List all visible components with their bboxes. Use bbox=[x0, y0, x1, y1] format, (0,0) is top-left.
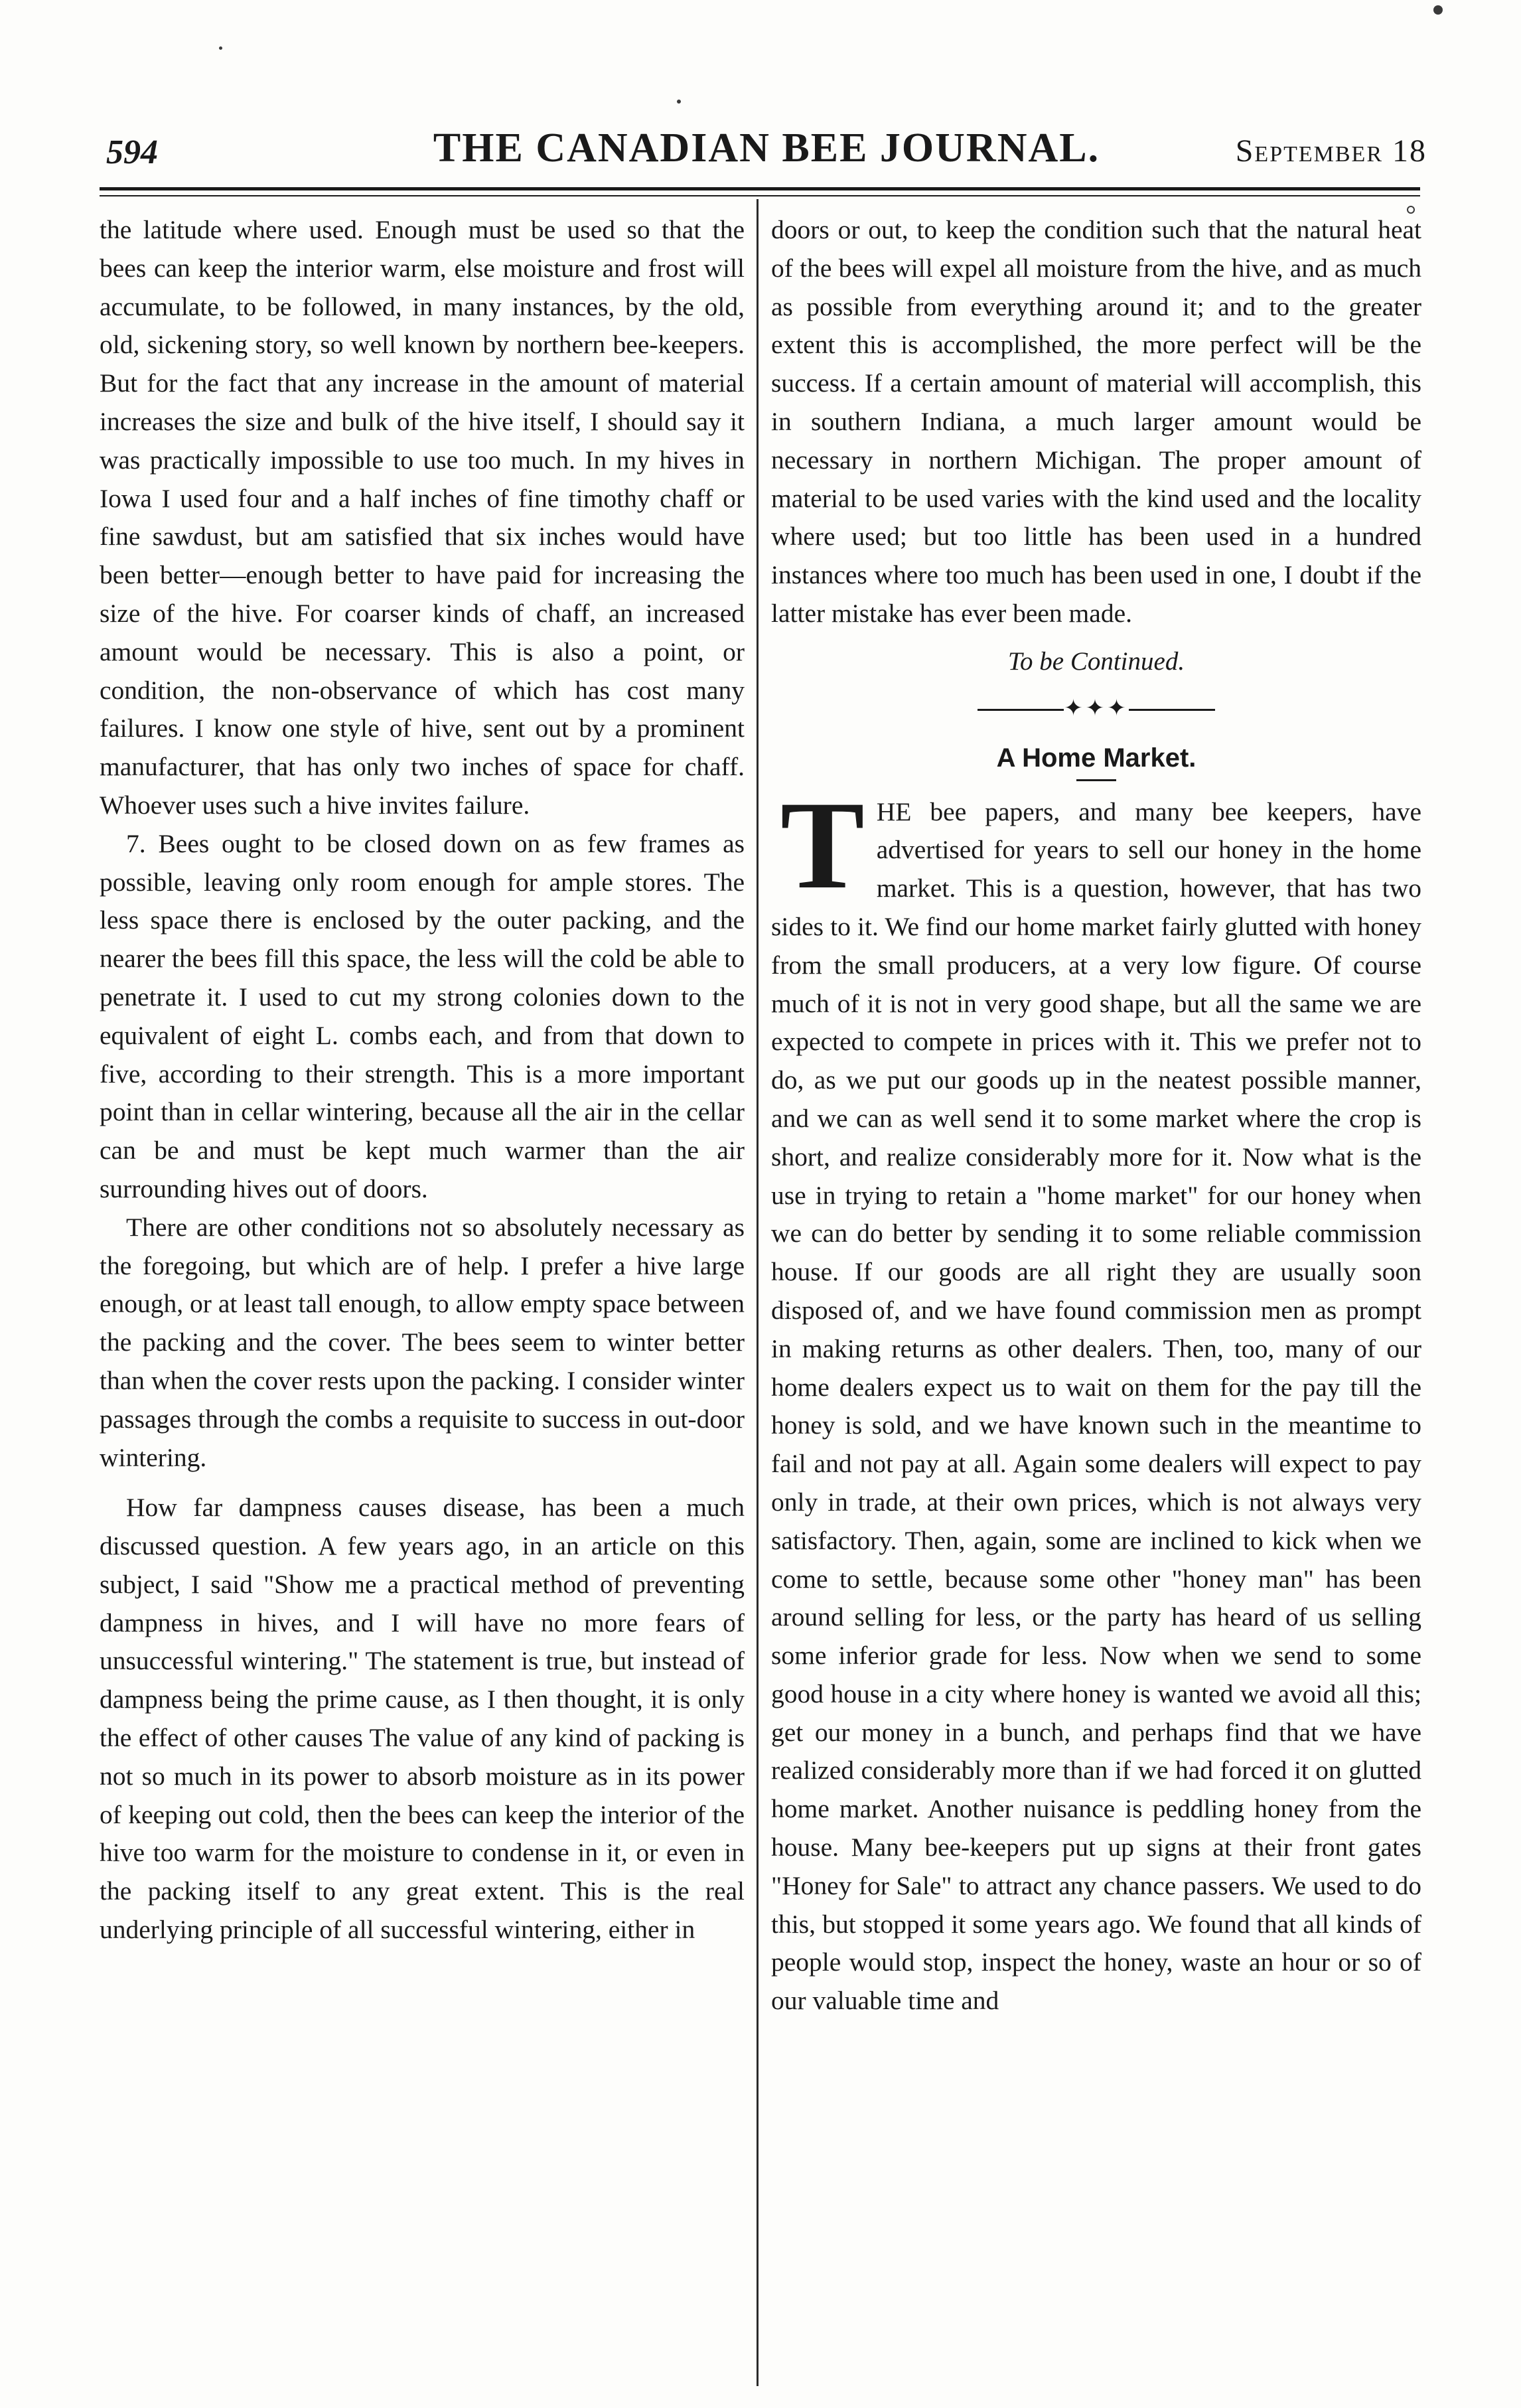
right-column bbox=[771, 211, 1421, 2020]
paragraph: There are other conditions not so absolutely necessary as the foregoing, but which are of help. I prefer a hive large enough, or at least tall enough, to allow empty space between the packing and the cover. The bees seem to winter better than when the cover rests upon the packing. I consider winter passages through the combs a requisite to success in out-door wintering. bbox=[100, 1212, 745, 1472]
page-header bbox=[106, 118, 1427, 178]
continued-note: To be Continued. bbox=[1007, 646, 1185, 676]
left-column bbox=[100, 211, 745, 1949]
page-number: 594 bbox=[106, 133, 158, 171]
section-ornament: ✦✦✦ bbox=[771, 696, 1421, 722]
article-heading: A Home Market. bbox=[996, 743, 1196, 773]
paragraph: HE bee papers, and many bee keepers, have advertised for years to sell our honey in the home market. This is a question, however, that has two sides to it. We find our home market fairly glutted with honey from the small producers, at a very low figure. Of course much of it is not in very good shape, but all the same we are expected to compete in prices with it. This we prefer not to do, as we put our goods up in the neatest possible manner, and we can as well send it to some market where the crop is short, and realize considerably more for it. Now what is the use in trying to retain a "home market" for our honey when we can do better by sending it to some reliable commission house. If our goods are all right they are usually soon disposed of, and we have found commission men as prompt in making returns as other dealers. Then, too, many of our home dealers expect us to wait on them for the pay till the honey is sold, and we have known such in the meantime to fail and not pay at all. Again some dealers will expect to pay only in trade, at their own prices, which is not always very satisfactory. Then, again, some are inclined to kick when we come to settle, because some other "honey man" has been around selling for less, or the party has heard of us selling some inferior grade for less. Now when we send to some good house in a city where honey is wanted we avoid all this; get our money in a bunch, and perhaps find that we have realized considerably more than if we had forced it on glutted home market. Another nuisance is peddling honey from the house. Many bee-keepers put up signs at their front gates "Honey for Sale" to attract any chance passers. We used to do this, but stopped it some years ago. We found that all kinds of people would stop, inspect the honey, waste an hour or so of our valuable time and bbox=[771, 796, 1421, 2016]
paragraph: the latitude where used. Enough must be used so that the bees can keep the interior warm, else moisture and frost will accumulate, to be followed, in many instances, by the old, old, sickening story, so well known by northern bee-keepers. But for the fact that any increase in the amount of material increases the size and bulk of the hive itself, I should say it was practically impossible to use too much. In my hives in Iowa I used four and a half inches of fine timothy chaff or fine sawdust, but am satisfied that six inches would have been better—enough better to have paid for increasing the size of the hive. For coarser kinds of chaff, an increased amount would be necessary. This is also a point, or condition, the non-observance of which has cost many failures. I know one style of hive, sent out by a prominent manufacturer, that has only two inches of space for chaff. Whoever uses such a hive invites failure. bbox=[100, 215, 745, 820]
article-body bbox=[771, 775, 1421, 2021]
header-rule-thin bbox=[100, 195, 1420, 196]
scan-speck bbox=[219, 46, 222, 50]
paragraph: 7. Bees ought to be closed down on as few frames as possible, leaving only room enough for ample stores. The less space there is enclosed by the outer packing, and the nearer the bees fill this space, the less will the cold be able to penetrate it. I used to cut my strong colonies down to the equivalent of eight L. combs each, and from that down to five, according to their strength. This is a more important point than in cellar wintering, because all the air in the cellar can be and must be kept much warmer than the air surrounding hives out of doors. bbox=[100, 828, 745, 1203]
paragraph: How far dampness causes disease, has been a much discussed question. A few years ago, in an article on this subject, I said "Show me a practical method of preventing dampness in hives, and I will have no more fears of unsuccessful wintering." The statement is true, but instead of dampness being the prime cause, as I then thought, it is only the effect of other causes The value of any kind of packing is not so much in its power to absorb moisture as in its power of keeping out cold, then the bees can keep the interior of the hive too warm for the moisture to condense in it, or even in the packing itself to any great extent. This is the real underlying principle of all successful wintering, either in bbox=[100, 1493, 745, 1945]
journal-title: THE CANADIAN BEE JOURNAL. bbox=[433, 125, 1100, 171]
scan-speck bbox=[1433, 5, 1443, 15]
header-rule bbox=[100, 187, 1420, 190]
scan-speck bbox=[677, 100, 681, 104]
column-divider bbox=[757, 199, 759, 2386]
heading-underline bbox=[1076, 779, 1116, 781]
issue-date: September 18 bbox=[1235, 133, 1427, 169]
drop-cap: T bbox=[780, 775, 865, 915]
paragraph: doors or out, to keep the condition such that the natural heat of the bees will expel all moisture from the hive, and as much as possible from everything around it; and to the greater extent this is accomplished, the more perfect will be the success. If a certain amount of material will accomplish, this in southern Indiana, a much larger amount would be necessary in northern Michigan. The proper amount of material to be used varies with the kind used and the locality where used; but too little has been used in a hundred instances where too much has been used in one, I doubt if the latter mistake has ever been made. bbox=[771, 215, 1421, 628]
